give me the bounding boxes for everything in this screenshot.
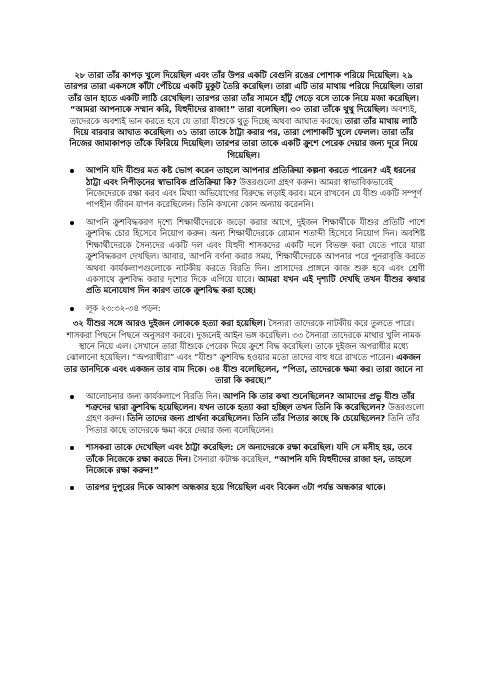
scripture-paragraph-luke-23 [62, 318, 425, 386]
list-item [62, 165, 425, 211]
discussion-list [62, 165, 425, 296]
bullet-icon [70, 395, 74, 399]
list-item [62, 217, 425, 297]
question-text: তিনি তাদের জন্য প্রার্থনা করেছিলেন। তিনি তাঁর পিতার কাছে কি চেয়েছিলেন? [126, 413, 386, 424]
answer-text: উত্তরগুলো গ্রহণ করুন। [86, 401, 425, 424]
list-item [62, 482, 425, 493]
bullet-icon [70, 446, 74, 450]
bullet-icon [70, 169, 74, 173]
instruction-emphasis: আমরা যখন এই দৃশ্যটি দেখছি তখন যীশুর কথার প্রতি মনোযোগ দিন কারণ তাকে ক্রুশবিদ্ধ করা হচ্ছে। [86, 273, 426, 296]
bullet-icon [70, 486, 74, 490]
scripture-reference [62, 303, 425, 314]
scripture-text: একজন তার ডানদিকে এবং একজন তার বাম দিকে। ৩৪ যীশু বলেছিলেন, “পিতা, তাদেরকে ক্ষমা কর। তারা জানে না তারা কি করছে।” [63, 352, 424, 386]
teacher-note: সৈন্যরা কটাক্ষ করেছিল, [190, 453, 274, 464]
question-text: আপনি কি তার কথা শুনেছিলেন? আমাদের প্রভু যীশু তাঁর শত্রুদের দ্বারা ক্রুশবিদ্ধ হয়েছিলেন। যখন তাকে হত্যা করা হচ্ছিল তখন তিনি কি করেছিলেন? [86, 390, 415, 412]
bullet-icon [70, 307, 74, 311]
reference-text: লূক ২৩:৩২-৩৪ পড়ন: [86, 302, 161, 313]
answer-text: উত্তরগুলো গ্রহণ করুন। আমরা স্বাভাবিকভাবেই নিজেদেরকে রক্ষা করব এবং মিথ্যা অভিযোগের বিরুদ্ধে লড়াই করব। মনে রাখবেন যে যীশু একটি সম্পূর্ণ পাপহীন জীবন যাপন করেছিলেন। তিনি কখনো কোন অন্যায় করেননি। [86, 176, 422, 210]
answer-text: তিনি তাঁর পিতার কাছে তাদেরকে ক্ষমা করে দেয়ার জন্য বলেছিলেন। [86, 413, 420, 435]
scripture-text: শাসকরা তাকে দেখেছিল এবং ঠাট্টা করেছিল: সে অন্যদেরকে রক্ষা করেছিল। যদি সে মসীহ হয়, তবে তাঁকে নিজেকে রক্ষা করতে দিন। [86, 442, 412, 464]
teacher-note: সৈন্যরা তাদেরকে নাটকীয় করে তুলতে পারে। [265, 318, 415, 329]
list-item [62, 442, 425, 476]
scripture-text: “আপনি যদি যিহুদীদের রাজা হন, তাহলে নিজেকে রক্ষা করুন!” [86, 453, 412, 475]
scripture-text: তারপর দুপুরের দিকে আকাশ অন্ধকার হয়ে গিয়েছিল এবং বিকেল ৩টা পর্যন্ত অন্ধকার থাকে। [86, 482, 386, 493]
scripture-paragraph-mark-15 [62, 70, 425, 161]
list-item [62, 391, 425, 437]
instruction-text: আলোচনার জন্য কার্যকলাপে বিরতি দিন। [86, 390, 224, 401]
scripture-text: ৩২ যীশুর সঙ্গে আরও দুইজন লোককে হত্যা করা হয়েছিল। [72, 318, 266, 329]
bullet-icon [70, 221, 74, 225]
scripture-text: ২৮ তারা তাঁর কাপড় খুলে দিয়েছিল এবং তাঁর উপর একটি বেগুনি রঙের পোশাক পরিয়ে দিয়েছিল। ২৯ তারপর তারা একসঙ্গে কাঁটা পেঁচিয়ে একটি মুকুট তৈরি করেছিল। তারা এটি তার মাথায় পরিয়ে দিয়েছিল। তারা তাঁর ডান হাতে একটি লাঠি রেখেছিল। তারপর তারা তাঁর সামনে হাঁটু গেড়ে বসে তাকে নিয়ে মজা করেছিল। “আমরা আপনাকে সম্মান করি, যিহুদীদের রাজা!” তারা বলেছিল। ৩০ তারা তাঁকে থুথু দিয়েছিল। [64, 70, 423, 115]
scripture-text: তারা তাঁর মাথায় লাঠি দিয়ে বারবার আঘাত করেছিল। ৩১ তারা তাকে ঠাট্টা করার পর, তারা পোশাকটি খুলে ফেলল। তারা তাঁর নিজের জামাকাপড় তাঁকে ফিরিয়ে দিয়েছিল। তারপর তারা তাকে একটি ক্রুশে পেরেক দেয়ার জন্য দূরে নিয়ে গিয়েছিল। [69, 115, 418, 160]
teacher-note: অবশ্যই, তাদেরকে অবশ্যই ভান করতে হবে যে তারা যীশুকে থুতু দিচ্ছে অথবা আঘাত করছে। [69, 104, 417, 126]
discussion-list [62, 391, 425, 494]
teacher-note: শাসকরা পিছনে পিছনে অনুসরণ করবে। দুজনেই আইন ভঙ্গ করেছিল। ৩৩ সৈন্যরা তাদেরকে মাথার খুলি নামক স্থানে নিয়ে এল। সেখানে তারা যীশুকে পেরেক দিয়ে ক্রুশে বিদ্ধ করেছিল। তাকে দুইজন অপরাধীর মধ্যে ঝোলানো হয়েছিল। [66, 329, 421, 363]
teacher-note: “অপরাধীরা” এবং “যীশু” ক্রুশবিদ্ধ হওয়ার মতো তাদের বাহু ধরে রাখতে পারেন। [129, 352, 397, 363]
instruction-text: আপনি ক্রুশবিদ্ধকরণ দৃশ্যে শিক্ষার্থীদেরকে জড়ো করার আগে, দুইজন শিক্ষার্থীকে যীশুর প্রতিটি পাশে ক্রুশবিদ্ধ চোর হিসেবে নিয়োগ করুন। অন্য শিক্ষার্থীদেরকে রোমান শতাব্দী হিসেবে নিয়োগ দিন। অবশিষ্ট শিক্ষার্থীদেরকে সৈন্যদের একটি দল এবং যিহুদী শাসকদের একটি দলে বিভক্ত করা যেতে পারে যারা ক্রুশবিদ্ধকরণ দেখছিল। আবার, আপনি বর্ণনা করার সময়, শিক্ষার্থীদেরকে আপনার পরে পুনরাবৃত্তি করতে অথবা কার্যকলাপগুলোকে নাটকীয় করতে বিরতি দিন। প্রাসাদের প্রাঙ্গনে কাজ শুরু হবে এবং শ্রেণী একসাথে ক্রুশবিদ্ধ করার দৃশ্যের দিকে এগিয়ে যাবে। [86, 216, 425, 284]
question-text: আপনি যদি যীশুর মত কষ্ট ভোগ করেন তাহলে আপনার প্রতিক্রিয়া কল্পনা করতে পারেন? এই ধরনের ঠাট্টা এবং নিপীড়নের স্বাভাবিক প্রতিক্রিয়া কি? [86, 165, 416, 187]
